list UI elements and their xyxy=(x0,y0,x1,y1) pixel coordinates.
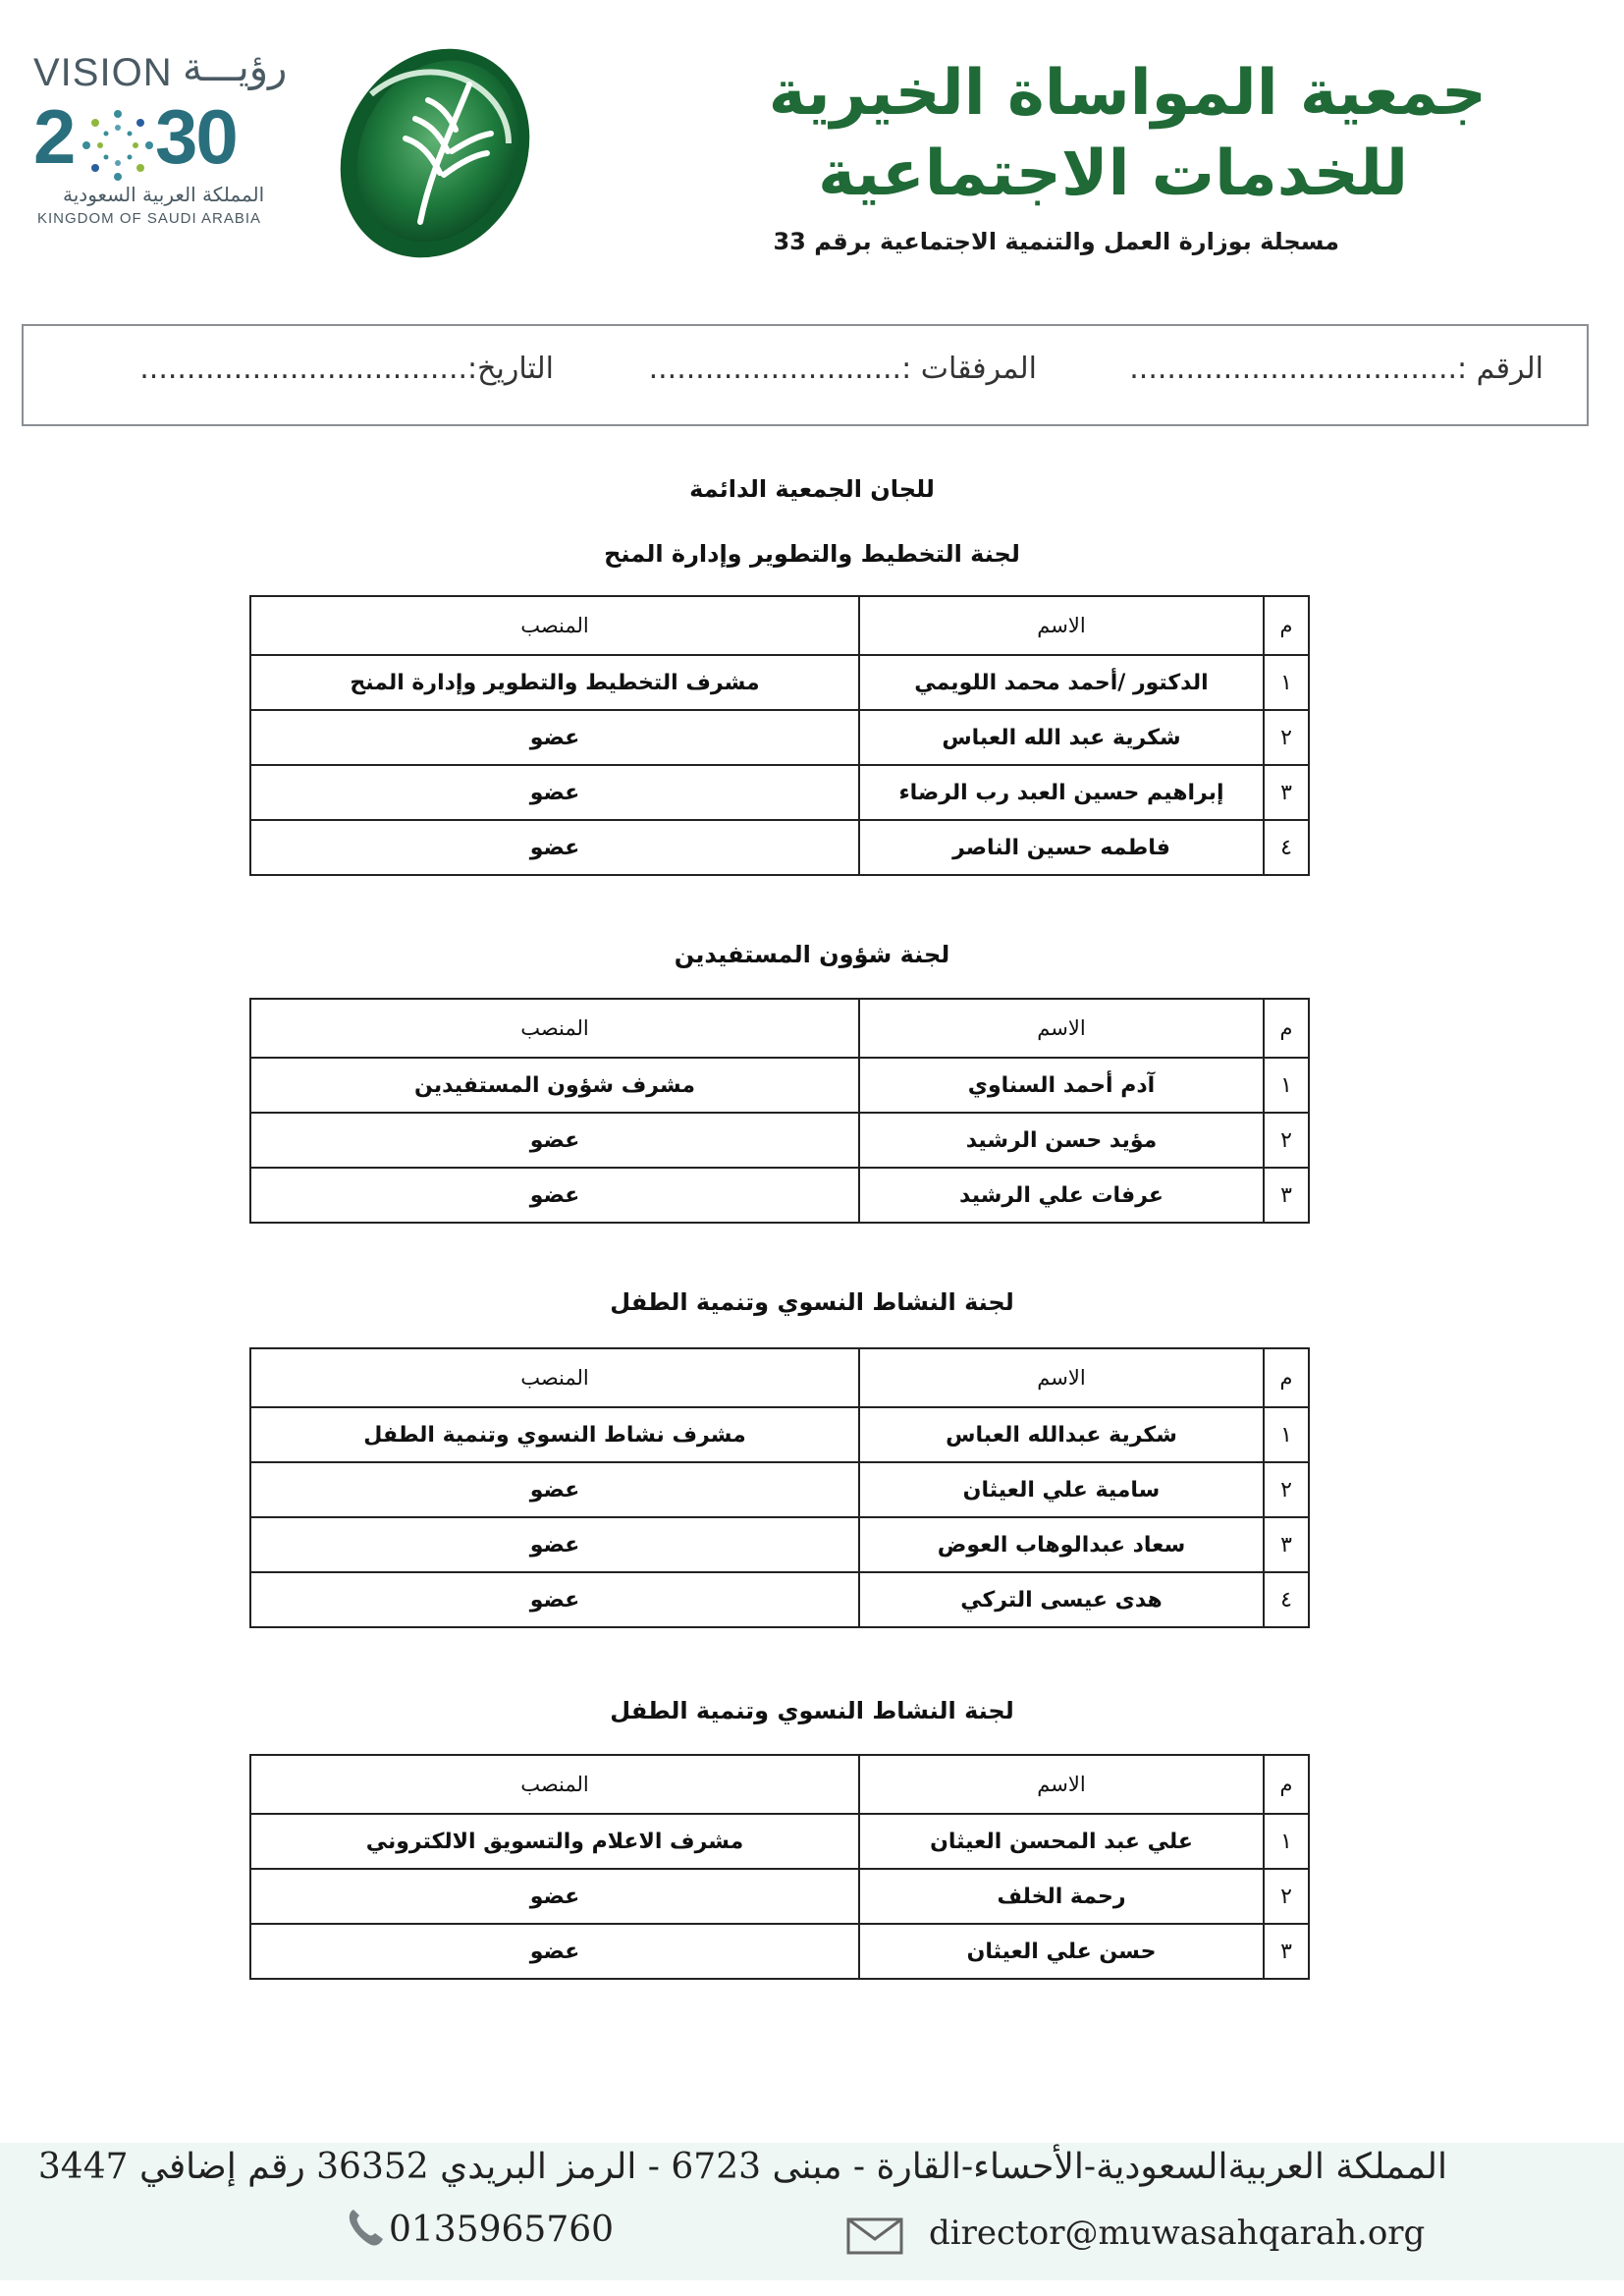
row-number: ١ xyxy=(1264,1058,1309,1113)
member-role: عضو xyxy=(250,710,859,765)
main-title: للجان الجمعية الدائمة xyxy=(689,475,935,503)
column-header-role: المنصب xyxy=(250,596,859,655)
footer-email[interactable]: director@muwasahqarah.org xyxy=(929,2214,1426,2253)
table-header-row xyxy=(250,999,1309,1058)
table-row xyxy=(250,1924,1309,1979)
column-header-role: المنصب xyxy=(250,1755,859,1814)
registration-text: مسجلة بوزارة العمل والتنمية الاجتماعية برقم 33 xyxy=(773,228,1339,255)
committee-title: لجنة النشاط النسوي وتنمية الطفل xyxy=(610,1697,1014,1724)
member-name: الدكتور /أحمد محمد اللويمي xyxy=(859,655,1264,710)
table-row xyxy=(250,710,1309,765)
table-row xyxy=(250,655,1309,710)
member-role: مشرف التخطيط والتطوير وإدارة المنح xyxy=(250,655,859,710)
committee-table xyxy=(249,595,1310,876)
table-header-row xyxy=(250,1755,1309,1814)
phone-icon xyxy=(344,2206,387,2249)
member-name: آدم أحمد السناوي xyxy=(859,1058,1264,1113)
column-header-name: الاسم xyxy=(859,1755,1264,1814)
committee-table xyxy=(249,1347,1310,1628)
member-name: حسن علي العيثان xyxy=(859,1924,1264,1979)
column-header-name: الاسم xyxy=(859,596,1264,655)
committee-table xyxy=(249,1754,1310,1980)
member-name: عرفات علي الرشيد xyxy=(859,1168,1264,1223)
table-row xyxy=(250,765,1309,820)
committee-title: لجنة التخطيط والتطوير وإدارة المنح xyxy=(604,540,1020,568)
row-number: ٢ xyxy=(1264,1462,1309,1517)
footer-address: المملكة العربيةالسعودية-الأحساء-القارة - مبنى 6723 - الرمز البريدي 36352 رقم إضافي 3447 xyxy=(37,2147,1447,2187)
vision-country-ar: المملكة العربية السعودية xyxy=(63,183,265,206)
member-name: شكرية عبدالله العباس xyxy=(859,1407,1264,1462)
row-number: ٣ xyxy=(1264,1517,1309,1572)
column-header-m: م xyxy=(1264,1755,1309,1814)
member-role: مشرف الاعلام والتسويق الالكتروني xyxy=(250,1814,859,1869)
committee-table xyxy=(249,998,1310,1224)
column-header-m: م xyxy=(1264,596,1309,655)
ref-number-field: الرقم :................................... xyxy=(1129,352,1543,386)
column-header-name: الاسم xyxy=(859,999,1264,1058)
table-row xyxy=(250,1113,1309,1168)
vision-2030-logo xyxy=(33,45,308,238)
member-name: فاطمه حسين الناصر xyxy=(859,820,1264,875)
column-header-m: م xyxy=(1264,999,1309,1058)
association-logo-icon xyxy=(312,26,558,271)
member-name: إبراهيم حسين العبد رب الرضاء xyxy=(859,765,1264,820)
table-row xyxy=(250,1869,1309,1924)
member-role: عضو xyxy=(250,1517,859,1572)
row-number: ٣ xyxy=(1264,1168,1309,1223)
member-name: سعاد عبدالوهاب العوض xyxy=(859,1517,1264,1572)
table-header-row xyxy=(250,1348,1309,1407)
row-number: ٣ xyxy=(1264,1924,1309,1979)
table-header-row xyxy=(250,596,1309,655)
member-role: عضو xyxy=(250,1462,859,1517)
row-number: ٣ xyxy=(1264,765,1309,820)
org-name-line2: للخدمات الاجتماعية xyxy=(818,137,1408,210)
row-number: ٢ xyxy=(1264,710,1309,765)
member-role: عضو xyxy=(250,1168,859,1223)
row-number: ١ xyxy=(1264,1814,1309,1869)
mail-icon xyxy=(846,2217,903,2255)
table-row xyxy=(250,820,1309,875)
member-name: مؤيد حسن الرشيد xyxy=(859,1113,1264,1168)
table-row xyxy=(250,1462,1309,1517)
table-row xyxy=(250,1517,1309,1572)
member-name: رحمة الخلف xyxy=(859,1869,1264,1924)
member-name: شكرية عبد الله العباس xyxy=(859,710,1264,765)
column-header-m: م xyxy=(1264,1348,1309,1407)
member-role: عضو xyxy=(250,1572,859,1627)
row-number: ٢ xyxy=(1264,1869,1309,1924)
member-name: هدى عيسى التركي xyxy=(859,1572,1264,1627)
reference-box xyxy=(22,324,1589,426)
member-role: عضو xyxy=(250,1869,859,1924)
vision-country-en: KINGDOM OF SAUDI ARABIA xyxy=(37,210,262,227)
committee-title: لجنة النشاط النسوي وتنمية الطفل xyxy=(610,1288,1014,1316)
member-name: سامية علي العيثان xyxy=(859,1462,1264,1517)
table-row xyxy=(250,1814,1309,1869)
row-number: ٤ xyxy=(1264,1572,1309,1627)
member-role: عضو xyxy=(250,1113,859,1168)
member-role: مشرف نشاط النسوي وتنمية الطفل xyxy=(250,1407,859,1462)
column-header-name: الاسم xyxy=(859,1348,1264,1407)
member-role: عضو xyxy=(250,820,859,875)
footer-phone: 0135965760 xyxy=(389,2210,615,2250)
member-name: علي عبد المحسن العيثان xyxy=(859,1814,1264,1869)
vision-year-30: 30 xyxy=(155,93,237,180)
column-header-role: المنصب xyxy=(250,999,859,1058)
row-number: ٤ xyxy=(1264,820,1309,875)
vision-word: VISION xyxy=(33,51,173,94)
vision-arabic: رؤيـــة xyxy=(183,45,288,90)
row-number: ١ xyxy=(1264,655,1309,710)
member-role: عضو xyxy=(250,1924,859,1979)
row-number: ١ xyxy=(1264,1407,1309,1462)
vision-star-icon xyxy=(81,108,155,183)
table-row xyxy=(250,1168,1309,1223)
committee-title: لجنة شؤون المستفيدين xyxy=(674,941,950,968)
table-row xyxy=(250,1058,1309,1113)
table-row xyxy=(250,1572,1309,1627)
member-role: مشرف شؤون المستفيدين xyxy=(250,1058,859,1113)
member-role: عضو xyxy=(250,765,859,820)
ref-attachments-field: المرفقات :........................... xyxy=(648,352,1037,386)
vision-year-2: 2 xyxy=(33,93,75,180)
row-number: ٢ xyxy=(1264,1113,1309,1168)
org-name-line1: جمعية المواساة الخيرية xyxy=(768,57,1487,130)
ref-date-field: التاريخ:................................... xyxy=(139,352,554,386)
column-header-role: المنصب xyxy=(250,1348,859,1407)
table-row xyxy=(250,1407,1309,1462)
